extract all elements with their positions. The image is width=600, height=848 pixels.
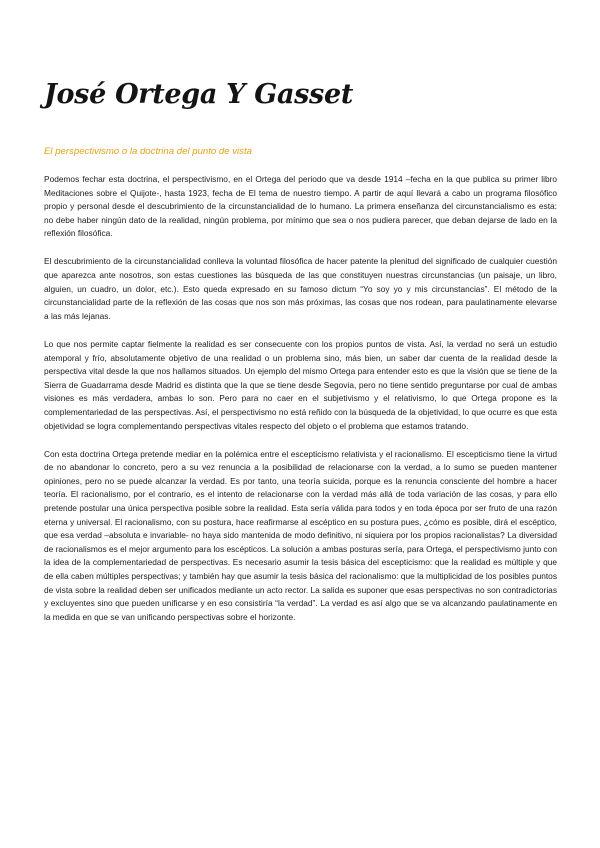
body-paragraph: Lo que nos permite captar fielmente la realidad es ser consecuente con los propios puntos de vista. Así, la verdad no será un estudio atemporal y frío, absolutamente objetivo de una realidad o un problema sino, más bien, un saber dar cuenta de la realidad desde la perspectiva vital desde la que nos hallamos situados. Un ejemplo del mismo Ortega para entender esto es que la visión que se tiene de la Sierra de Guadarrama desde Madrid es distinta que la que se tiene desde Segovia, pero no tiene sentido preguntarse por cual de ambas visiones es más verdadera, ambas lo son. Pero para no caer en el subjetivismo y el relativismo, lo que Ortega propone es la complementariedad de las perspectivas. Así, el perspectivismo no está reñido con la búsqueda de la objetividad, lo que ocurre es que esta objetividad se logra complementando perspectivas vitales respecto del objeto o el problema que estamos tratando. [44, 338, 557, 431]
body-paragraph: Podemos fechar esta doctrina, el perspectivismo, en el Ortega del periodo que va desde 1914 –fecha en la que publica su primer libro Meditaciones sobre el Quijote-, hasta 1923, fecha de El tema de nuestro tiempo. A partir de aquí llevará a cabo un programa filosófico propio y personal desde el descubrimiento de la circunstancialidad de lo humano. La primera enseñanza del circunstancialismo es esta: no debe haber ningún dato de la realidad, ningún problema, por mínimo que sea o nos pudiera parecer, que deban dejarse de lado en la reflexión filosófica. [44, 174, 557, 239]
document-subtitle: El perspectivismo o la doctrina del punto de vista [44, 146, 252, 157]
body-paragraph: Con esta doctrina Ortega pretende mediar en la polémica entre el escepticismo relativista y el racionalismo. El escepticismo tiene la virtud de no abandonar lo concreto, pero a su vez renuncia a la posibilidad de relacionarse con la verdad, a lo sumo se pueden mantener opiniones, pero no se puede alcanzar la verdad. Es por tanto, una teoría suicida, porque es la renuncia consciente del hombre a hacer teoría. El racionalismo, por el contrario, es el intento de relacionarse con la verdad más allá de toda variación de las cosas, y para ello pretende postular una única perspectiva posible sobre la realidad. Esta sería válida para todos y en toda época por ser fruto de una razón eterna y universal. El racionalismo, con su postura, hace reafirmarse al escéptico en su postura pues, ¿cómo es posible, dirá el escéptico, que esa verdad –absoluta e invariable- no haya sido mantenida de modo definitivo, ni siquiera por los propios racionalistas? La diversidad de racionalismos es el mejor argumento para los escépticos. La solución a ambas posturas sería, para Ortega, el perspectivismo junto con la idea de la complementariedad de perspectivas. Es necesario asumir la tesis básica del escepticismo: que la realidad es múltiple y que de ella caben múltiples perspectivas; y también hay que asumir la tesis básica del racionalismo: que la multiplicidad de los posibles puntos de vista sobre la realidad deben ser unificados mediante un acto rector. La salida es suponer que esas perspectivas no son contradictorias y excluyentes sino que pueden unificarse y en eso consistiría “la verdad”. La verdad es así algo que se va alcanzando paulatinamente en la medida en que se van unificando perspectivas sobre el horizonte. [44, 448, 557, 622]
body-paragraph: El descubrimiento de la circunstancialidad conlleva la voluntad filosófica de hacer patente la plenitud del significado de cualquier cuestión que aparezca ante nosotros, son estas cuestiones las búsqueda de las que constituyen nuestras circunstancias (un paisaje, un libro, alguien, un cuadro, un dolor, etc.). Esto queda expresado en su famoso dictum “Yo soy yo y mis circunstancias”. El método de la circunstancialidad parte de la reflexión de las cosas que nos son más próximas, las cosas que nos rodean, para paulatinamente elevarse a las más lejanas. [44, 256, 557, 321]
document-title: José Ortega Y Gasset [44, 79, 354, 110]
document-body [44, 173, 557, 639]
